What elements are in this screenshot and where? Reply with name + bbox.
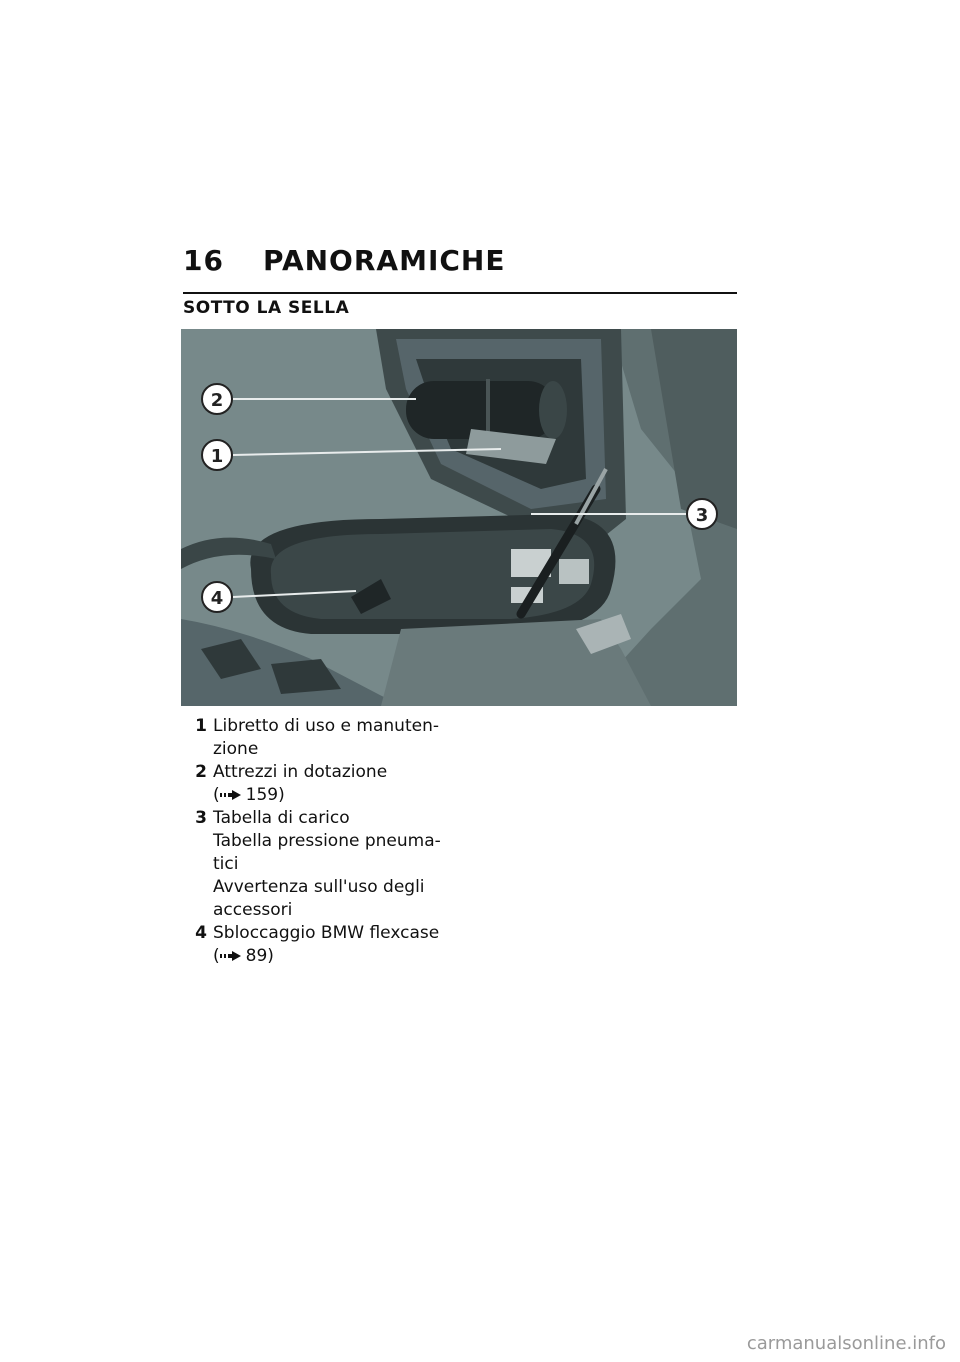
- legend-text: [213, 922, 453, 968]
- svg-text:3: 3: [695, 505, 709, 526]
- reference-arrow-icon: [220, 789, 242, 801]
- reference-page: 159): [245, 785, 285, 805]
- legend-line: Libretto di uso e manuten-: [213, 716, 439, 736]
- page-number: 16: [183, 244, 224, 277]
- chapter-title: PANORAMICHE: [263, 244, 506, 277]
- legend-line: Avvertenza sull'uso degli: [213, 877, 425, 897]
- legend-line: tici: [213, 854, 239, 874]
- reference-page: 89): [245, 946, 274, 966]
- legend-item: [183, 761, 453, 807]
- legend-item: [183, 922, 453, 968]
- callout-1: [202, 440, 232, 470]
- legend-line: Tabella pressione pneuma-: [213, 831, 441, 851]
- section-title: SOTTO LA SELLA: [183, 298, 350, 318]
- page-reference[interactable]: [213, 784, 453, 807]
- svg-text:1: 1: [210, 446, 224, 467]
- legend-text: [213, 807, 453, 922]
- callout-4: [202, 582, 232, 612]
- legend-line: Attrezzi in dotazione: [213, 762, 388, 782]
- svg-text:2: 2: [210, 390, 224, 411]
- svg-text:4: 4: [210, 588, 224, 609]
- legend-line: zione: [213, 739, 259, 759]
- legend-text: [213, 715, 453, 761]
- legend-number: 1: [195, 716, 207, 736]
- reference-arrow-icon: [220, 950, 242, 962]
- under-seat-photo: [181, 329, 737, 706]
- legend-line: Tabella di carico: [213, 808, 350, 828]
- callout-3: [687, 499, 717, 529]
- legend-number: 3: [195, 808, 207, 828]
- footer-watermark: carmanualsonline.info: [746, 1333, 946, 1354]
- legend-text: [213, 761, 453, 807]
- legend-number: 2: [195, 762, 207, 782]
- callout-2: [202, 384, 232, 414]
- photo-illustration: [181, 329, 737, 706]
- legend-line: accessori: [213, 900, 293, 920]
- legend-line: Sbloccaggio BMW flexcase: [213, 923, 440, 943]
- page-reference[interactable]: [213, 945, 453, 968]
- legend-item: [183, 807, 453, 922]
- legend-item: [183, 715, 453, 761]
- reference-paren: (: [213, 946, 220, 966]
- legend-list: [183, 715, 453, 968]
- legend-number: 4: [195, 923, 207, 943]
- header-rule: [183, 292, 737, 294]
- reference-paren: (: [213, 785, 220, 805]
